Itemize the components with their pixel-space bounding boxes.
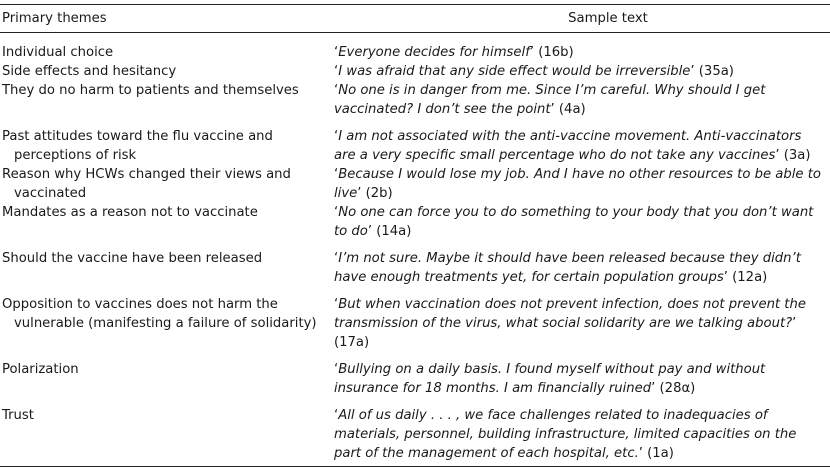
open-quote: ‘: [334, 362, 339, 377]
sample-cell: [330, 127, 830, 165]
sample-cell: [330, 295, 830, 360]
theme-cell: Reason why HCWs changed their views and vaccinated: [2, 167, 291, 201]
sample-cell: [330, 360, 830, 406]
citation: ’ (12a): [723, 270, 768, 285]
citation: ’ (35a): [690, 64, 734, 79]
table-row: [0, 360, 830, 406]
citation: ’ (1a): [638, 446, 674, 461]
theme-cell: Opposition to vaccines does not harm the vulnerable (manifesting a failure of solidarity): [2, 297, 317, 331]
open-quote: ‘: [334, 297, 339, 312]
quote-text: I am not associated with the anti-vaccine movement. Anti-vaccinators are a very specific small percentage who do not take any vaccines: [334, 129, 802, 163]
table-row: [0, 249, 830, 295]
quote-text: No one is in danger from me. Since I’m careful. Why should I get vaccinated? I don’t see the point: [334, 83, 766, 117]
open-quote: ‘: [334, 251, 339, 266]
sample-cell: [330, 33, 830, 63]
table-row: [0, 81, 830, 127]
theme-cell: Polarization: [2, 362, 79, 377]
open-quote: ‘: [334, 83, 339, 98]
quote-text: I was afraid that any side effect would be irreversible: [338, 64, 691, 79]
theme-cell: Side effects and hesitancy: [2, 64, 177, 79]
table-header-row: [0, 5, 830, 33]
sample-cell: [330, 249, 830, 295]
table-row: [0, 33, 830, 63]
header-primary-themes: Primary themes: [0, 5, 330, 33]
sample-cell: [330, 406, 830, 467]
header-sample-text: Sample text: [330, 5, 830, 33]
themes-table: [0, 4, 830, 467]
quote-text: Everyone decides for himself: [338, 45, 530, 60]
open-quote: ‘: [334, 129, 339, 144]
citation: ’ (16b): [529, 45, 574, 60]
table-row: [0, 203, 830, 249]
theme-cell: Should the vaccine have been released: [2, 251, 263, 266]
citation: ’ (3a): [775, 148, 811, 163]
table-row: [0, 165, 830, 203]
quote-text: But when vaccination does not prevent infection, does not prevent the transmission of the virus, what social solidarity are we talking about?: [334, 297, 806, 331]
citation: ’ (4a): [550, 102, 586, 117]
table-row: [0, 127, 830, 165]
open-quote: ‘: [334, 408, 339, 423]
citation: ’ (14a): [367, 224, 412, 239]
open-quote: ‘: [334, 167, 339, 182]
sample-cell: [330, 203, 830, 249]
open-quote: ‘: [334, 45, 339, 60]
theme-cell: Mandates as a reason not to vaccinate: [2, 205, 258, 220]
sample-cell: [330, 62, 830, 81]
theme-cell: Past attitudes toward the flu vaccine and perceptions of risk: [2, 129, 273, 163]
sample-cell: [330, 81, 830, 127]
table-row: [0, 406, 830, 467]
quote-text: All of us daily . . . , we face challenges related to inadequacies of materials, personnel, building infrastructure, limited capacities on the part of the management of each hospital, etc.: [334, 408, 797, 461]
open-quote: ‘: [334, 64, 339, 79]
quote-text: Bullying on a daily basis. I found myself without pay and without insurance for 18 months. I am financially ruined: [334, 362, 766, 396]
theme-cell: They do no harm to patients and themselves: [2, 83, 299, 98]
quote-text: I’m not sure. Maybe it should have been released because they didn’t have enough treatments yet, for certain population groups: [334, 251, 801, 285]
table-row: [0, 295, 830, 360]
citation: ’ (28α): [651, 381, 696, 396]
quote-text: Because I would lose my job. And I have no other resources to be able to live: [334, 167, 821, 201]
sample-cell: [330, 165, 830, 203]
theme-cell: Individual choice: [2, 45, 114, 60]
quote-text: No one can force you to do something to your body that you don’t want to do: [334, 205, 814, 239]
citation: ’ (2b): [357, 186, 393, 201]
theme-cell: Trust: [0, 406, 330, 467]
open-quote: ‘: [334, 205, 339, 220]
table-row: [0, 62, 830, 81]
citation: ’ (17a): [334, 316, 797, 350]
